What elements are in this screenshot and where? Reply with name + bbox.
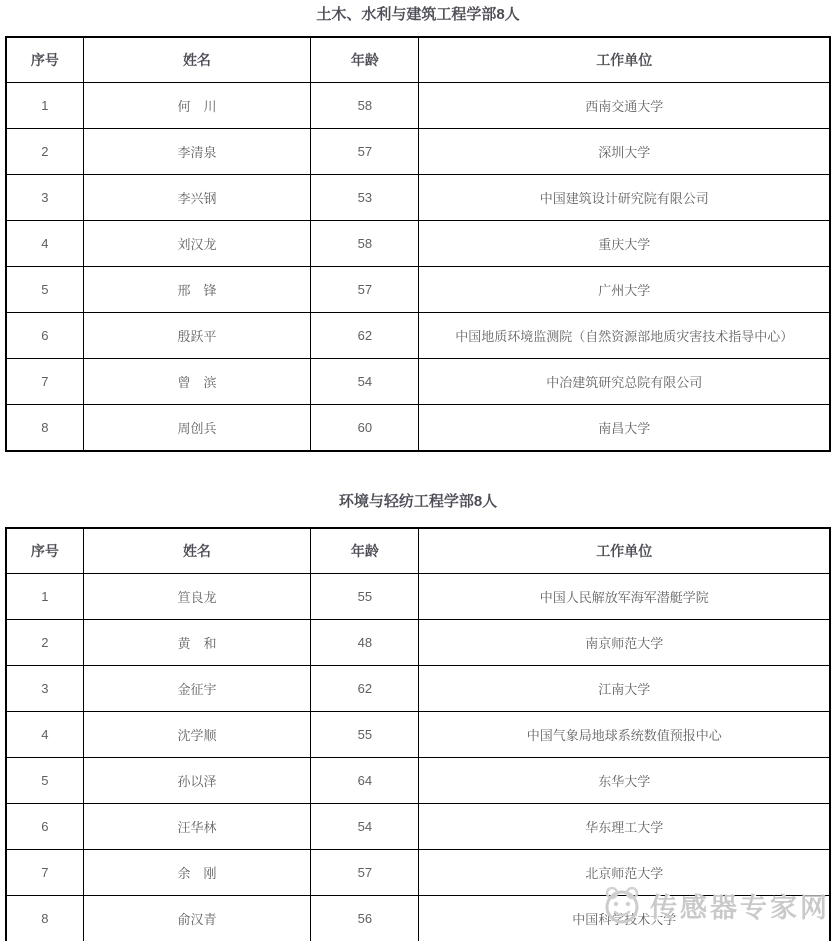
table-cell: 重庆大学 [419, 221, 830, 267]
table-row [6, 359, 830, 405]
table-cell: 李清泉 [83, 129, 311, 175]
table-cell: 南京师范大学 [419, 620, 830, 666]
table-row [6, 620, 830, 666]
table-cell: 俞汉青 [83, 896, 311, 941]
table-row [6, 83, 830, 129]
table-cell: 58 [311, 221, 419, 267]
members-table-civil [5, 36, 831, 452]
table-cell: 中国地质环境监测院（自然资源部地质灾害技术指导中心） [419, 313, 830, 359]
table-cell: 金征宇 [83, 666, 311, 712]
table-cell: 64 [311, 758, 419, 804]
table-row [6, 758, 830, 804]
table-cell: 孙以泽 [83, 758, 311, 804]
table-cell: 余 刚 [83, 850, 311, 896]
table-row [6, 574, 830, 620]
table-row [6, 221, 830, 267]
column-header: 工作单位 [419, 37, 830, 83]
table-cell: 殷跃平 [83, 313, 311, 359]
table-cell: 汪华林 [83, 804, 311, 850]
table-cell: 邢 锋 [83, 267, 311, 313]
table-cell: 南昌大学 [419, 405, 830, 452]
table-row [6, 405, 830, 452]
table-cell: 5 [6, 758, 83, 804]
table-cell: 53 [311, 175, 419, 221]
table-row [6, 267, 830, 313]
column-header: 年龄 [311, 37, 419, 83]
table-cell: 何 川 [83, 83, 311, 129]
table-cell: 54 [311, 359, 419, 405]
table-row [6, 313, 830, 359]
table-cell: 北京师范大学 [419, 850, 830, 896]
table-cell: 东华大学 [419, 758, 830, 804]
table-cell: 笪良龙 [83, 574, 311, 620]
table-cell: 中国人民解放军海军潜艇学院 [419, 574, 830, 620]
members-table-environment [5, 527, 831, 941]
table-cell: 黄 和 [83, 620, 311, 666]
header-row [6, 37, 830, 83]
table-cell: 2 [6, 129, 83, 175]
table-cell: 8 [6, 405, 83, 452]
table-cell: 60 [311, 405, 419, 452]
table-cell: 广州大学 [419, 267, 830, 313]
table-row [6, 666, 830, 712]
table-title-environment: 环境与轻纺工程学部8人 [338, 493, 498, 510]
table-cell: 中国科学技术大学 [419, 896, 830, 941]
table-row [6, 804, 830, 850]
section-civil-engineering [0, 0, 836, 452]
table-row [6, 850, 830, 896]
table-cell: 中国气象局地球系统数值预报中心 [419, 712, 830, 758]
table-cell: 刘汉龙 [83, 221, 311, 267]
table-cell: 西南交通大学 [419, 83, 830, 129]
table-cell: 55 [311, 574, 419, 620]
table-cell: 3 [6, 666, 83, 712]
table-cell: 李兴钢 [83, 175, 311, 221]
table-cell: 周创兵 [83, 405, 311, 452]
table-cell: 曾 滨 [83, 359, 311, 405]
table-cell: 江南大学 [419, 666, 830, 712]
table-cell: 57 [311, 129, 419, 175]
table-row [6, 175, 830, 221]
table-cell: 华东理工大学 [419, 804, 830, 850]
header-row [6, 528, 830, 574]
table-cell: 1 [6, 574, 83, 620]
table-cell: 中国建筑设计研究院有限公司 [419, 175, 830, 221]
table-row [6, 896, 830, 941]
table-cell: 56 [311, 896, 419, 941]
table-cell: 4 [6, 221, 83, 267]
table-cell: 深圳大学 [419, 129, 830, 175]
table-cell: 57 [311, 267, 419, 313]
table-cell: 4 [6, 712, 83, 758]
column-header: 序号 [6, 37, 83, 83]
table-cell: 57 [311, 850, 419, 896]
column-header: 姓名 [83, 528, 311, 574]
table-cell: 7 [6, 359, 83, 405]
table-cell: 2 [6, 620, 83, 666]
table-cell: 62 [311, 313, 419, 359]
column-header: 年龄 [311, 528, 419, 574]
column-header: 姓名 [83, 37, 311, 83]
table-cell: 8 [6, 896, 83, 941]
watermark-text: 传感器专家网 [650, 892, 830, 923]
table-cell: 62 [311, 666, 419, 712]
table-cell: 48 [311, 620, 419, 666]
table-cell: 6 [6, 313, 83, 359]
table-cell: 55 [311, 712, 419, 758]
table-cell: 6 [6, 804, 83, 850]
column-header: 工作单位 [419, 528, 830, 574]
table-row [6, 129, 830, 175]
table-cell: 5 [6, 267, 83, 313]
column-header: 序号 [6, 528, 83, 574]
table-cell: 中冶建筑研究总院有限公司 [419, 359, 830, 405]
section-environment-textile [0, 452, 836, 941]
table-title-civil: 土木、水利与建筑工程学部8人 [316, 6, 520, 23]
table-cell: 58 [311, 83, 419, 129]
table-cell: 1 [6, 83, 83, 129]
table-row [6, 712, 830, 758]
table-cell: 3 [6, 175, 83, 221]
table-cell: 54 [311, 804, 419, 850]
table-cell: 7 [6, 850, 83, 896]
table-cell: 沈学顺 [83, 712, 311, 758]
